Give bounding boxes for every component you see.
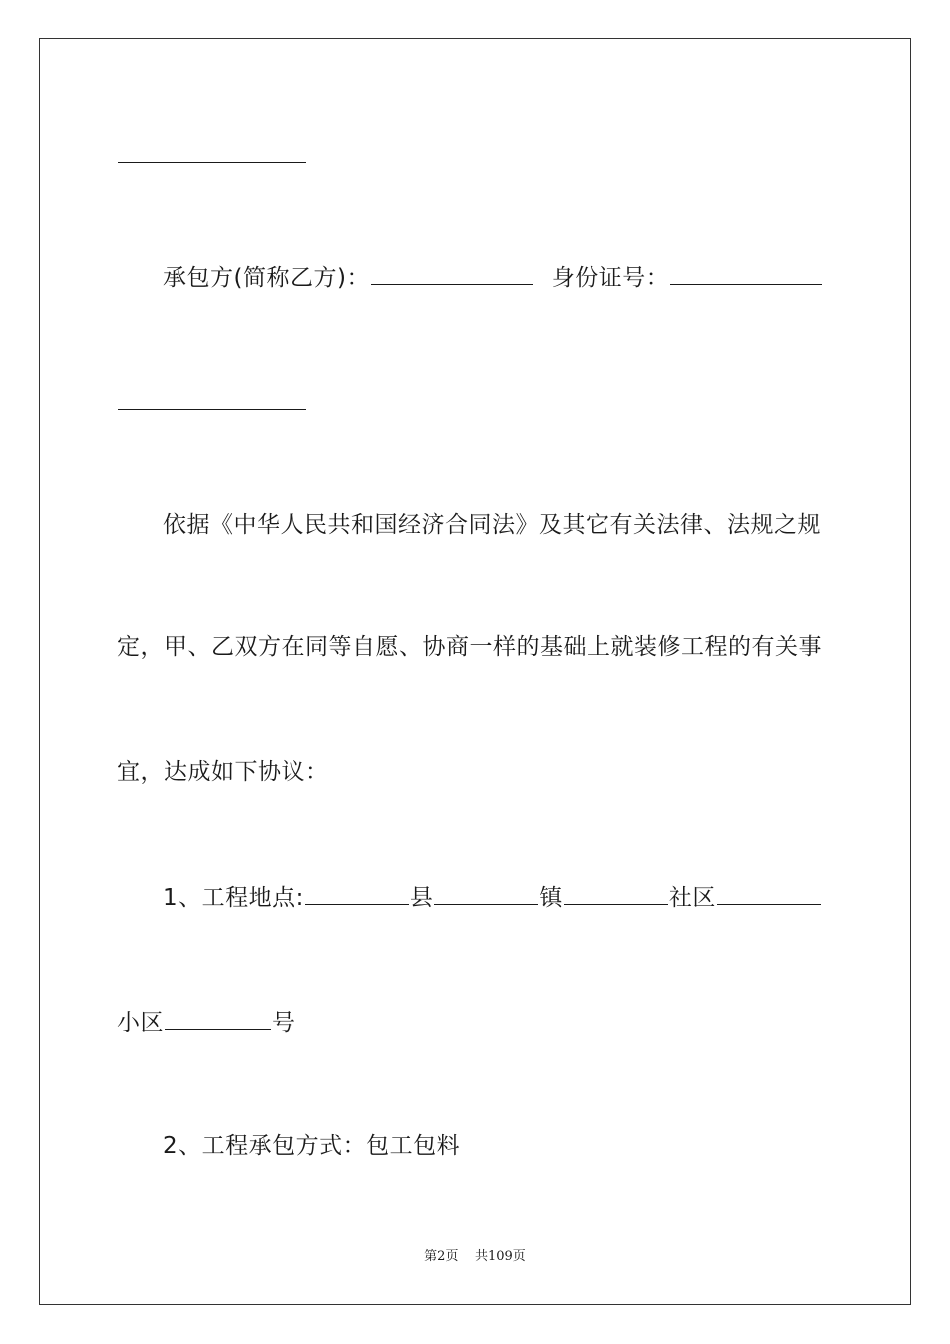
county-label: 县	[409, 885, 434, 911]
basis-paragraph-line-3: 宜，达成如下协议：	[117, 759, 329, 785]
community-name-field[interactable]	[717, 882, 821, 905]
county-field[interactable]	[305, 882, 409, 905]
community-label: 社区	[668, 885, 716, 911]
item-1-line	[163, 882, 833, 913]
contractor-line	[163, 262, 833, 293]
town-label: 镇	[539, 885, 563, 911]
blank-line-id-cont	[117, 387, 833, 418]
page-number: 第2页	[424, 1249, 459, 1264]
blank-field[interactable]	[118, 387, 306, 410]
town-field[interactable]	[434, 882, 538, 905]
residential-area-label: 小区	[117, 1010, 164, 1036]
item-1-label: 1、工程地点:	[163, 885, 304, 911]
contractor-label: 承包方(简称乙方)：	[163, 265, 370, 291]
number-label: 号	[272, 1010, 296, 1036]
id-label: 身份证号：	[551, 265, 670, 291]
blank-field[interactable]	[118, 140, 306, 163]
community-field[interactable]	[564, 882, 668, 905]
building-number-field[interactable]	[165, 1007, 271, 1030]
item-1-continuation	[117, 1007, 833, 1038]
item-2-line: 2、工程承包方式：包工包料	[163, 1133, 461, 1159]
basis-paragraph-line-2: 定，甲、乙双方在同等自愿、协商一样的基础上就装修工程的有关事	[117, 634, 822, 660]
blank-line-top	[117, 140, 833, 171]
total-pages: 共109页	[474, 1249, 526, 1264]
id-number-field[interactable]	[670, 262, 822, 285]
basis-paragraph-line-1: 依据《中华人民共和国经济合同法》及其它有关法律、法规之规	[163, 512, 821, 538]
page-footer	[0, 1248, 950, 1266]
page-border	[39, 38, 911, 1305]
contractor-name-field[interactable]	[371, 262, 533, 285]
